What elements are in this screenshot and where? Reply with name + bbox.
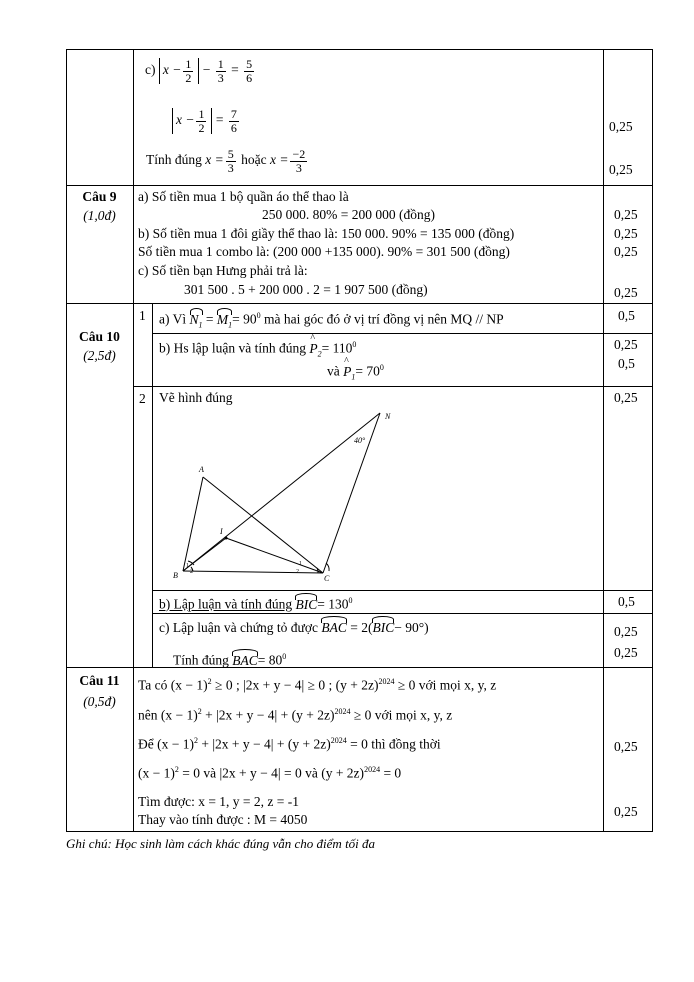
c10-part1-number: 1 [139, 308, 146, 323]
c10-title: Câu 10 [79, 329, 120, 344]
c10-p1b-score-2: 0,5 [618, 356, 635, 371]
c11-line-5: Tìm được: x = 1, y = 2, z = -1 [138, 794, 300, 809]
c11-line-6: Thay vào tính được : M = 4050 [138, 812, 308, 827]
c10-p2-score: 0,25 [614, 390, 638, 405]
c10-p2c-score-2: 0,25 [614, 645, 638, 660]
c9-c-line: c) Số tiền bạn Hưng phải trả là: [138, 263, 308, 278]
c9-score-1: 0,25 [614, 207, 638, 222]
c9-a-calc: 250 000. 80% = 200 000 (đồng) [262, 207, 435, 222]
c8-line2: x − $\frac{1}{2}$ = $\frac{7}{6}$ [172, 108, 241, 134]
table-border-top [66, 49, 653, 50]
c9-score-2: 0,25 [614, 226, 638, 241]
label-c2: 2 [296, 569, 299, 575]
segment-bc [183, 571, 323, 573]
c10-part2-number: 2 [139, 391, 146, 406]
c10-p2c-result: Tính đúng $BAC= 80^0$ [173, 652, 287, 668]
c11-line-4: $(x - 1)^2 = 0$ và |2x + y − 4| = 0 và $(y + 2z)^{2024} = 0$ [138, 765, 402, 781]
col-divider-1 [133, 49, 134, 832]
segment-bn [183, 413, 380, 571]
c8-score-2: 0,25 [609, 162, 633, 177]
c11-line-1: Ta có $(x - 1)^2 \ge 0$ ; |2x + y − 4| ≥ 0 ; $(y + 2z)^{2024} \ge 0$ với mọi x, y, z [138, 677, 497, 693]
c9-c-calc: 301 500 . 5 + 200 000 . 2 = 1 907 500 (đồng) [184, 282, 428, 297]
segment-ac [203, 477, 323, 573]
c11-line-3: Để $(x - 1)^2 + |2x + y - 4| + (y + 2z)^{2024} = 0$ thì đồng thời [138, 736, 441, 752]
c10-p2c-line: c) Lập luận và chứng tỏ được BAC = 2(BIC− 90°) [159, 620, 429, 635]
table-border-bottom [66, 831, 653, 832]
point-i [225, 537, 228, 540]
c10-p1b-score-1: 0,25 [614, 337, 638, 352]
row-divider-c11 [66, 667, 653, 668]
table-border-right [652, 49, 653, 832]
c11-score-2: 0,25 [614, 804, 638, 819]
row-divider-c10 [66, 303, 653, 304]
c10-p2b-score: 0,5 [618, 594, 635, 609]
c8-line3: Tính đúng x = $\frac{5}{3}$ hoặc x = $\frac{-2}{3}$ [146, 147, 306, 175]
label-i: I [220, 527, 223, 536]
triangle-figure [168, 405, 398, 585]
label-n: N [385, 412, 391, 421]
label-c1: 1 [299, 561, 302, 567]
c9-b-line: b) Số tiền mua 1 đôi giầy thể thao là: 150 000. 90% = 135 000 (đồng) [138, 226, 515, 241]
c11-title: Câu 11 [79, 673, 120, 688]
footnote: Ghi chú: Học sinh làm cách khác đúng vẫn cho điểm tối đa [66, 836, 376, 851]
c10-p1a-score: 0,5 [618, 308, 635, 323]
label-b: B [173, 571, 178, 580]
label-c: C [324, 574, 330, 583]
label-angle-n: 40° [354, 436, 366, 445]
segment-ic [226, 538, 323, 573]
c10-p1a-line: a) Vì $N_1 = M_1= 90^0$ mà hai góc đó ở vị trí đồng vị nên MQ // NP [159, 311, 504, 330]
c11-score-1: 0,25 [614, 739, 638, 754]
c11-points: (0,5đ) [83, 694, 116, 709]
c10-p1b-line2: và ^ $P_1= 70^0$ [327, 364, 384, 381]
label-a: A [199, 465, 204, 474]
c8-line1: c) x − $\frac{1}{2}$ − $\frac{1}{3}$ = $\frac{5}{6}$ [145, 57, 253, 85]
c10-p1b-line: b) Hs lập luận và tính đúng ^ $P_2= 110^0$ [159, 341, 356, 358]
label-b2: 2 [190, 569, 193, 575]
c9-combo-line: Số tiền mua 1 combo là: (200 000 +135 000). 90% = 301 500 (đồng) [138, 244, 510, 259]
c9-points: (1,0đ) [83, 208, 116, 223]
c9-a-line: a) Số tiền mua 1 bộ quần áo thể thao là [138, 189, 349, 204]
label-b1: 1 [186, 563, 189, 569]
segment-nc [323, 413, 380, 573]
c9-score-3: 0,25 [614, 244, 638, 259]
row-divider-c9 [66, 185, 653, 186]
c8-score-1: 0,25 [609, 119, 633, 134]
c10-p2c-score-1: 0,25 [614, 624, 638, 639]
row-divider-1b [152, 333, 653, 334]
row-divider-2c [152, 613, 653, 614]
table-border-left [66, 49, 67, 832]
row-divider-2 [133, 386, 653, 387]
c10-points: (2,5đ) [83, 348, 116, 363]
c10-p2-line: Vẽ hình đúng [159, 390, 233, 405]
c9-score-4: 0,25 [614, 285, 638, 300]
c10-p2b-line: b) Lập luận và tính đúng $BIC= 130^0$ [159, 596, 353, 612]
row-divider-2b [152, 590, 653, 591]
col-divider-score [603, 49, 604, 832]
c11-line-2: nên $(x - 1)^2 + |2x + y - 4| + (y + 2z)^{2024} \ge 0$ với mọi x, y, z [138, 707, 453, 723]
c9-title: Câu 9 [82, 189, 117, 204]
